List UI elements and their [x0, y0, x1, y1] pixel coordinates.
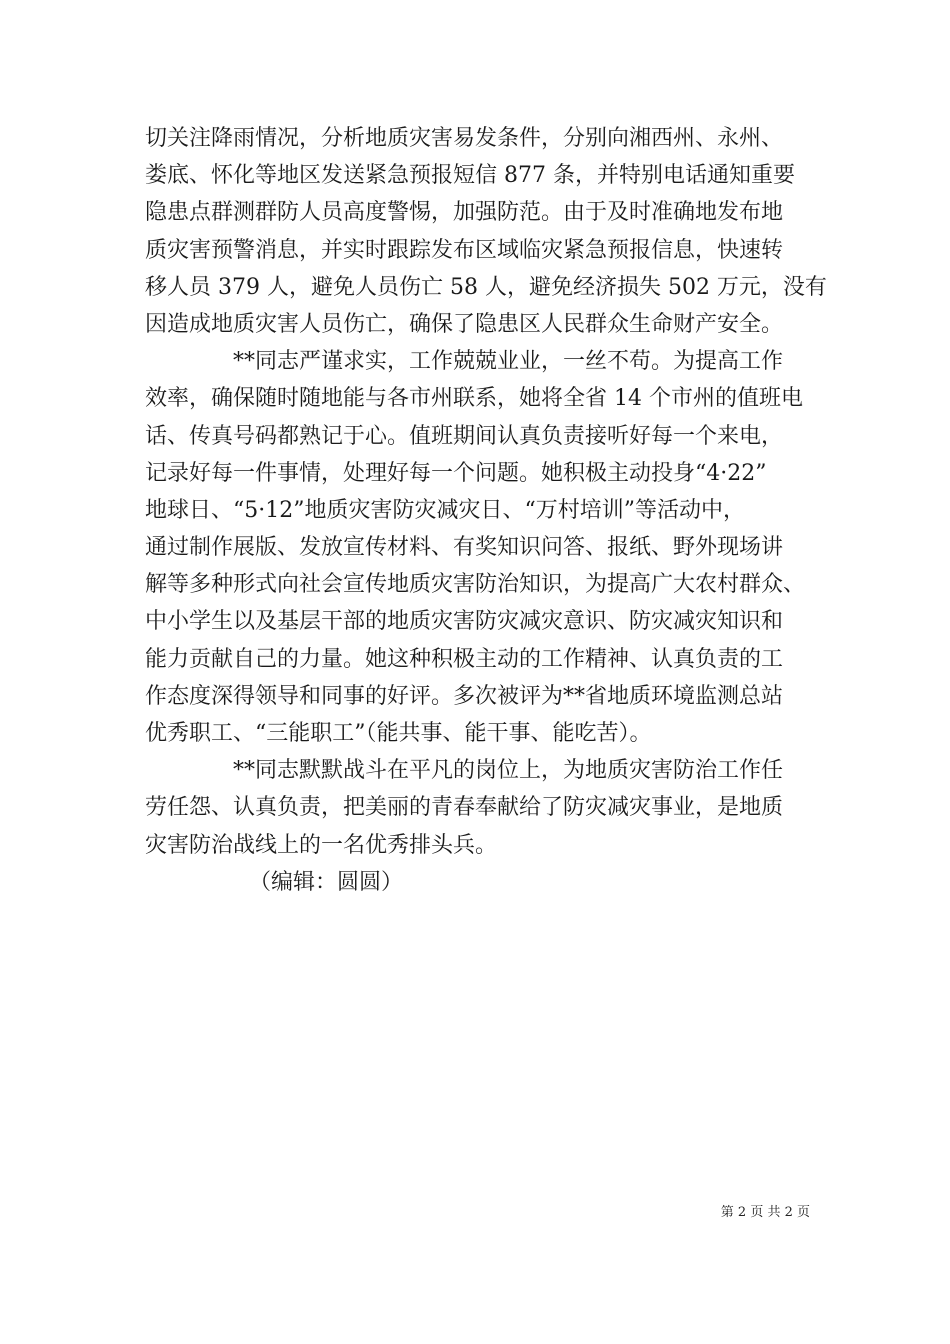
paragraph-start-line: **同志严谨求实，工作兢兢业业，一丝不苟。为提高工作 — [233, 349, 784, 375]
text-line: 解等多种形式向社会宣传地质灾害防治知识，为提高广大农村群众、 — [145, 572, 806, 598]
text-line: 娄底、怀化等地区发送紧急预报短信 877 条，并特别电话通知重要 — [145, 163, 795, 189]
text-line: 因造成地质灾害人员伤亡，确保了隐患区人民群众生命财产安全。 — [145, 311, 784, 337]
text-line: 记录好每一件事情，处理好每一个问题。她积极主动投身“4·22” — [145, 460, 767, 486]
text-line: 话、传真号码都熟记于心。值班期间认真负责接听好每一个来电， — [145, 423, 784, 449]
page-number-footer: 第 2 页 共 2 页 — [720, 1205, 810, 1220]
text-line: 地球日、“5·12”地质灾害防灾减灾日、“万村培训”等活动中， — [145, 497, 745, 523]
editor-credit: （编辑：圆圆） — [249, 869, 404, 895]
text-line: 劳任怨、认真负责，把美丽的青春奉献给了防灾减灾事业，是地质 — [145, 795, 784, 821]
text-line: 通过制作展版、发放宣传材料、有奖知识问答、报纸、野外现场讲 — [145, 535, 784, 561]
text-line: 能力贡献自己的力量。她这种积极主动的工作精神、认真负责的工 — [145, 646, 784, 672]
text-line: 质灾害预警消息，并实时跟踪发布区域临灾紧急预报信息，快速转 — [145, 237, 784, 263]
text-line: 灾害防治战线上的一名优秀排头兵。 — [145, 832, 498, 858]
text-line: 效率，确保随时随地能与各市州联系，她将全省 14 个市州的值班电 — [145, 386, 803, 412]
article-body — [145, 120, 825, 901]
text-line: 移人员 379 人，避免人员伤亡 58 人，避免经济损失 502 万元，没有 — [145, 274, 827, 300]
text-line: 切关注降雨情况，分析地质灾害易发条件，分别向湘西州、永州、 — [145, 126, 784, 151]
paragraph-start-line: **同志默默战斗在平凡的岗位上，为地质灾害防治工作任 — [233, 758, 784, 784]
text-line: 隐患点群测群防人员高度警惕，加强防范。由于及时准确地发布地 — [145, 200, 784, 226]
text-line: 中小学生以及基层干部的地质灾害防灾减灾意识、防灾减灾知识和 — [145, 609, 784, 635]
text-line: 优秀职工、“三能职工”（能共事、能干事、能吃苦）。 — [145, 721, 652, 746]
text-line: 作态度深得领导和同事的好评。多次被评为**省地质环境监测总站 — [145, 683, 784, 709]
